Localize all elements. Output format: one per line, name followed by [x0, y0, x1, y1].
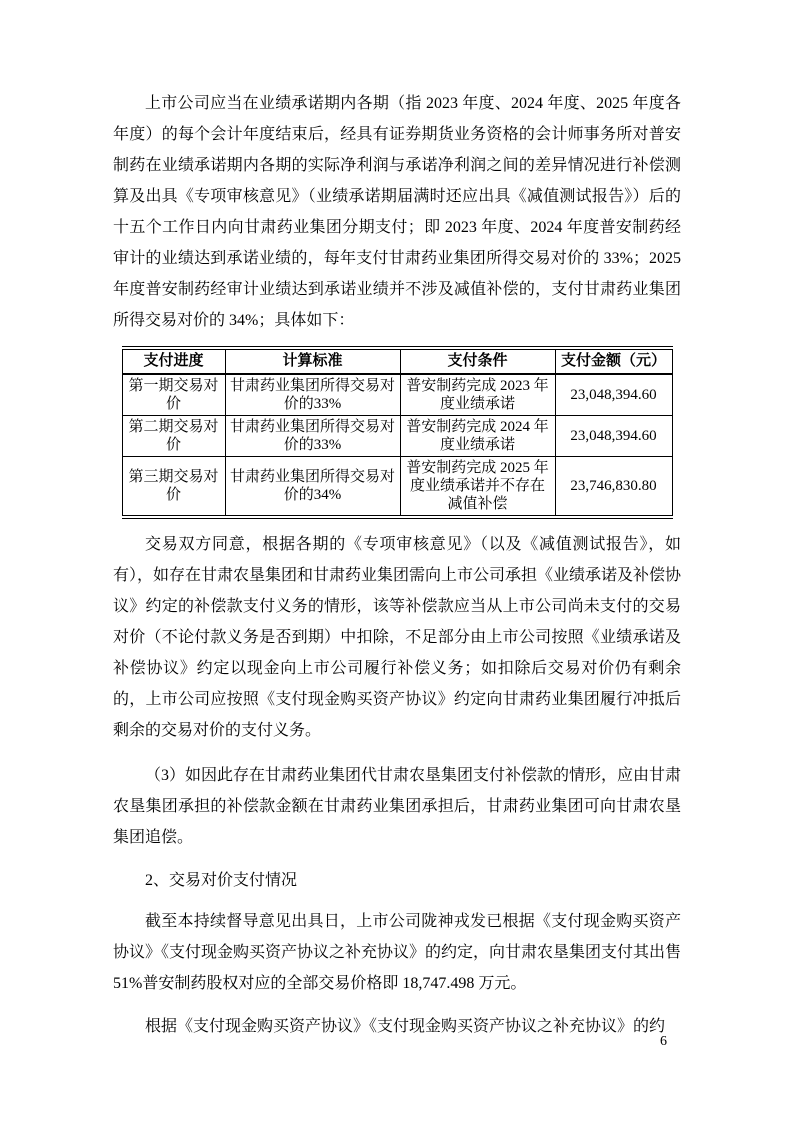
table-row [122, 416, 672, 457]
cell-condition: 普安制药完成 2025 年度业绩承诺并不存在减值补偿 [400, 457, 555, 518]
paragraph-payment-made: 截至本持续督导意见出具日，上市公司陇神戎发已根据《支付现金购买资产协议》《支付现金购买资产协议之补充协议》的约定，向甘肃农垦集团支付其出售 51%普安制药股权对应的全部交易价格即 18,747.498 万元。 [113, 913, 682, 992]
paragraph-agreement-continued: 根据《支付现金购买资产协议》《支付现金购买资产协议之补充协议》的约 [145, 1018, 666, 1035]
table-row [122, 374, 672, 416]
cell-condition: 普安制药完成 2024 年度业绩承诺 [400, 416, 555, 457]
paragraph-item-3-recourse: （3）如因此存在甘肃药业集团代甘肃农垦集团支付补偿款的情形，应由甘肃农垦集团承担的补偿款金额在甘肃药业集团承担后，甘肃药业集团可向甘肃农垦集团追偿。 [113, 767, 682, 846]
page-number: 6 [660, 1034, 667, 1049]
page-content [113, 88, 681, 1042]
cell-standard: 甘肃药业集团所得交易对价的34% [225, 457, 400, 518]
cell-amount: 23,048,394.60 [555, 374, 672, 416]
table-row [122, 457, 672, 518]
cell-progress: 第三期交易对价 [122, 457, 225, 518]
cell-condition: 普安制药完成 2023 年度业绩承诺 [400, 374, 555, 416]
payment-schedule-table [122, 346, 673, 519]
cell-standard: 甘肃药业集团所得交易对价的33% [225, 416, 400, 457]
cell-standard: 甘肃药业集团所得交易对价的33% [225, 374, 400, 416]
column-header-payment-progress: 支付进度 [122, 348, 225, 374]
cell-amount: 23,048,394.60 [555, 416, 672, 457]
column-header-calculation-standard: 计算标准 [225, 348, 400, 374]
cell-progress: 第二期交易对价 [122, 416, 225, 457]
table-header-row [122, 348, 672, 374]
column-header-payment-condition: 支付条件 [400, 348, 555, 374]
paragraph-compensation-deduction: 交易双方同意，根据各期的《专项审核意见》（以及《减值测试报告》，如有），如存在甘肃农垦集团和甘肃药业集团需向上市公司承担《业绩承诺及补偿协议》约定的补偿款支付义务的情形，该等补偿款应当从上市公司尚未支付的交易对价（不论付款义务是否到期）中扣除，不足部分由上市公司按照《业绩承诺及补偿协议》约定以现金向上市公司履行补偿义务；如扣除后交易对价仍有剩余的，上市公司应按照《支付现金购买资产协议》约定向甘肃药业集团履行冲抵后剩余的交易对价的支付义务。 [113, 536, 682, 739]
cell-amount: 23,746,830.80 [555, 457, 672, 518]
column-header-payment-amount: 支付金额（元） [555, 348, 672, 374]
paragraph-performance-commitment: 上市公司应当在业绩承诺期内各期（指 2023 年度、2024 年度、2025 年度各年度）的每个会计年度结束后，经具有证券期货业务资格的会计师事务所对普安制药在业绩承诺期内各期的实际净利润与承诺净利润之间的差异情况进行补偿测算及出具《专项审核意见》（业绩承诺期届满时还应出具《减值测试报告》）后的十五个工作日内向甘肃药业集团分期支付；即 2023 年度、2024 年度普安制药经审计的业绩达到承诺业绩的，每年支付甘肃药业集团所得交易对价的 33%；2025 年度普安制药经审计业绩达到承诺业绩并不涉及减值补偿的，支付甘肃药业集团所得交易对价的 34%；具体如下： [113, 95, 681, 329]
cell-progress: 第一期交易对价 [122, 374, 225, 416]
section-heading-payment-status: 2、交易对价支付情况 [145, 872, 298, 889]
